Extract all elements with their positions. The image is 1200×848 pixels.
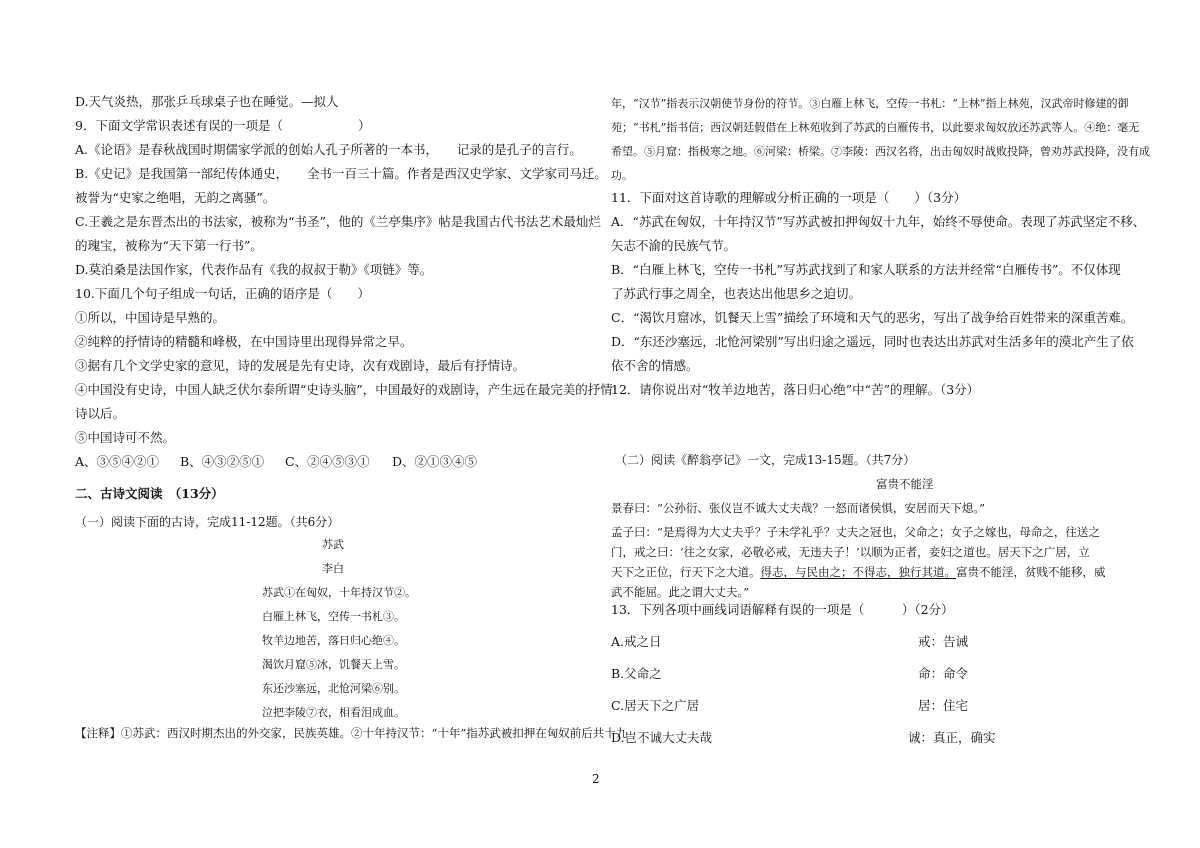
q10-sentence-5: ⑤中国诗可不然。 xyxy=(75,430,176,445)
notes-continued-2: 苑；“书札”指书信；西汉朝廷假借在上林苑收到了苏武的白雁传书，以此要求匈奴放还苏武等人。④绝：毫无 xyxy=(611,121,1140,134)
poem-author: 李白 xyxy=(322,562,344,575)
poem-notes: 【注释】①苏武：西汉时期杰出的外交家，民族英雄。②十年持汉节：“十年”指苏武被扣押在匈奴前后共十九 xyxy=(75,726,628,740)
part-1-intro: （一）阅读下面的古诗，完成11-12题。（共6分） xyxy=(75,515,340,529)
q8-option-d: D.天气炎热，那张乒乓球桌子也在睡觉。—拟人 xyxy=(75,94,339,109)
q11-option-b-line2: 了苏武行事之周全，也表达出他思乡之迫切。 xyxy=(611,286,862,301)
q13-option-d-explanation: 诚：真正，确实 xyxy=(908,730,996,745)
classical-text-segment: 天下之正位，行天下之大道。 xyxy=(611,565,761,579)
poem-line-2: 白雁上林飞，空传一书札③。 xyxy=(262,610,405,623)
q9-option-c-line2: 的瑰宝，被称为“天下第一行书”。 xyxy=(75,238,263,253)
q13-option-a: A.戒之日 xyxy=(611,634,662,649)
q10-option-b: B、④③②⑤① xyxy=(180,454,265,469)
classical-text-para-1: 景春曰：“公孙衍、张仪岂不诚大丈夫哉？一怒而诸侯惧，安居而天下熄。” xyxy=(611,501,986,515)
q9-option-d: D.莫泊桑是法国作家，代表作品有《我的叔叔于勒》《项链》等。 xyxy=(75,262,433,277)
classical-text-para-2-line4: 武不能屈。此之谓大丈夫。” xyxy=(611,585,750,599)
q10-sentence-1: ①所以，中国诗是早熟的。 xyxy=(75,310,226,325)
poem-title: 苏武 xyxy=(322,538,344,551)
notes-continued-4: 功。 xyxy=(611,169,633,182)
classical-text-title: 富贵不能淫 xyxy=(876,477,934,491)
poem-line-5: 东还沙塞远，北怆河梁⑥别。 xyxy=(262,682,405,695)
q13-option-b: B.父命之 xyxy=(611,666,662,681)
section-2-title: 二、古诗文阅读 （13分） xyxy=(75,486,224,501)
underlined-phrase: 得志，与民由之；不得志，独行其道。 xyxy=(760,565,956,579)
q13-option-d: D.岂不诚大丈夫哉 xyxy=(611,730,713,745)
classical-text-para-2-line1: 孟子曰：“是焉得为大丈夫乎？子未学礼乎？丈夫之冠也，父命之；女子之嫁也，母命之，往送之 xyxy=(611,525,1100,539)
notes-continued-3: 希望。⑤月窟：指极寒之地。⑥河梁：桥梁。⑦李陵：西汉名将，出击匈奴时战败投降，曾劝苏武投降，没有成 xyxy=(611,145,1150,158)
q10-sentence-3: ③据有几个文学史家的意见，诗的发展是先有史诗，次有戏剧诗，最后有抒情诗。 xyxy=(75,358,526,373)
q12-stem: 12．请你说出对“牧羊边地苦，落日归心绝”中“苦”的理解。（3分） xyxy=(611,382,980,397)
page-number: 2 xyxy=(592,772,600,786)
classical-text-para-2-line2: 门，戒之曰：‘往之女家，必敬必戒，无违夫子！’以顺为正者，妾妇之道也。居天下之广居，立 xyxy=(611,545,1090,559)
q9-option-b-line2: 被誉为“史家之绝唱，无韵之离骚”。 xyxy=(75,190,276,205)
q9-stem: 9．下面文学常识表述有误的一项是（ ） xyxy=(75,118,371,133)
q11-stem: 11．下面对这首诗歌的理解或分析正确的一项是（ ）（3分） xyxy=(611,190,967,205)
q13-option-a-explanation: 戒：告诫 xyxy=(918,634,969,649)
classical-text-para-2-line3 xyxy=(611,564,1106,580)
q10-option-a: A、③⑤④②① xyxy=(75,454,160,469)
q11-option-a-line2: 矢志不渝的民族气节。 xyxy=(611,238,737,253)
q13-option-c: C.居天下之广居 xyxy=(611,698,700,713)
part-2-intro: （二）阅读《醉翁亭记》一文，完成13-15题。（共7分） xyxy=(615,453,916,467)
q10-option-d: D、②①③④⑤ xyxy=(392,454,478,469)
q10-option-c: C、②④⑤③① xyxy=(285,454,370,469)
q9-option-c-line1: C.王羲之是东晋杰出的书法家，被称为“书圣”，他的《兰亭集序》帖是我国古代书法艺术最灿烂 xyxy=(75,214,601,229)
q10-stem: 10.下面几个句子组成一句话，正确的语序是（ ） xyxy=(75,286,370,301)
poem-line-4: 渴饮月窟⑤冰，饥餐天上雪。 xyxy=(262,658,405,671)
notes-continued-1: 年，“汉节”指表示汉朝使节身份的符节。③白雁上林飞，空传一书札：“上林”指上林苑，汉武帝时修建的御 xyxy=(611,97,1129,110)
q11-option-a-line1: A．“苏武在匈奴，十年持汉节”写苏武被扣押匈奴十九年，始终不辱使命。表现了苏武坚定不移、 xyxy=(611,214,1146,229)
q10-sentence-2: ②纯粹的抒情诗的精髓和峰极，在中国诗里出现得异常之早。 xyxy=(75,334,413,349)
q13-option-b-explanation: 命：命令 xyxy=(918,666,969,681)
poem-line-6: 泣把李陵⑦衣，相看泪成血。 xyxy=(262,706,405,719)
q11-option-b-line1: B．“白雁上林飞，空传一书札”写苏武找到了和家人联系的方法并经常“白雁传书”。不仅体现 xyxy=(611,262,1121,277)
q13-option-c-explanation: 居：住宅 xyxy=(918,698,969,713)
q9-option-a: A.《论语》是春秋战国时期儒家学派的创始人孔子所著的一本书， 记录的是孔子的言行。 xyxy=(75,142,582,157)
classical-text-segment: 富贵不能淫，贫贱不能移，威 xyxy=(956,565,1106,579)
poem-line-1: 苏武①在匈奴，十年持汉节②。 xyxy=(262,586,416,599)
q10-sentence-4-line1: ④中国没有史诗，中国人缺乏伏尔泰所谓“史诗头脑”，中国最好的戏剧诗，产生远在最完美的抒情 xyxy=(75,382,613,397)
q9-option-b-line1: B.《史记》是我国第一部纪传体通史， 全书一百三十篇。作者是西汉史学家、文学家司马迁。 xyxy=(75,166,607,181)
q11-option-c: C．“渴饮月窟冰，饥餐天上雪”描绘了环境和天气的恶劣，写出了战争给百姓带来的深重苦难。 xyxy=(611,310,1134,325)
q13-stem: 13．下列各项中画线词语解释有误的一项是（ ）（2分） xyxy=(611,602,954,617)
q11-option-d-line1: D．“东还沙塞远，北怆河梁别”写出归途之遥远，同时也表达出苏武对生活多年的漠北产生了依 xyxy=(611,334,1134,349)
poem-line-3: 牧羊边地苦，落日归心绝④。 xyxy=(262,634,405,647)
q10-sentence-4-line2: 诗以后。 xyxy=(75,406,126,421)
q11-option-d-line2: 依不舍的情感。 xyxy=(611,358,699,373)
